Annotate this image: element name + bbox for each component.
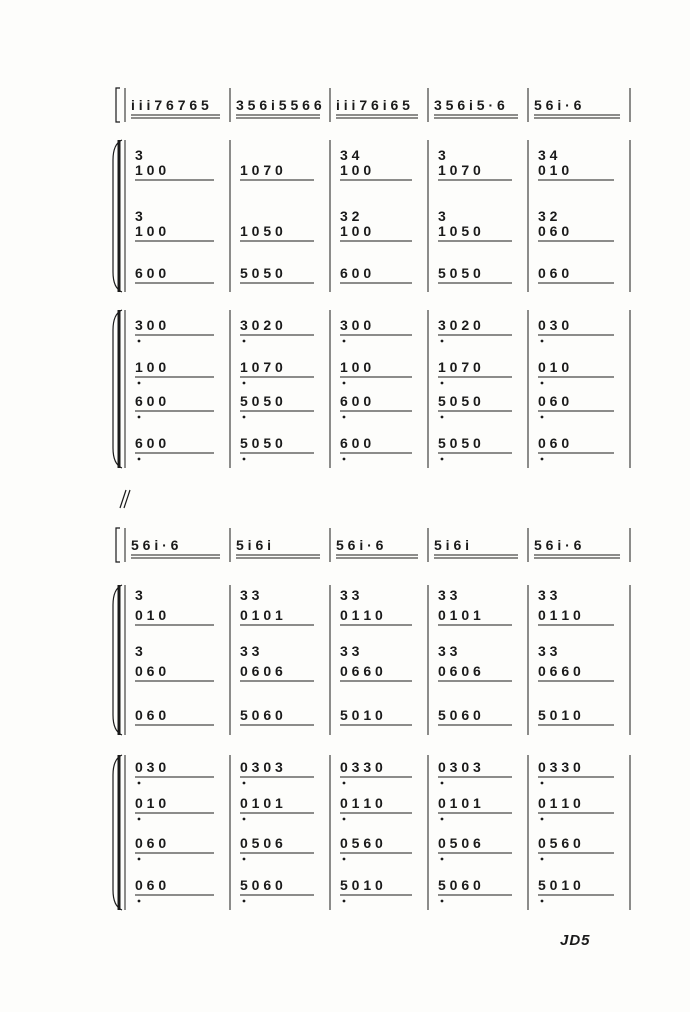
system-1-group-a-cell: 5 0 5 0 bbox=[438, 265, 481, 281]
system-1-group-a-upper: 3 bbox=[135, 147, 143, 163]
system-2-group-a-cell: 0 6 0 6 bbox=[438, 663, 481, 679]
system-1-group-b-cell: 0 6 0 bbox=[538, 393, 570, 409]
system-1-group-b-cell: 1 0 7 0 bbox=[438, 359, 481, 375]
system-1-group-a-upper: 3 bbox=[438, 208, 446, 224]
system-2-group-a-cell: 5 0 1 0 bbox=[538, 707, 581, 723]
system-1-group-a-cell: 6 0 0 bbox=[340, 265, 372, 281]
system-2-group-a-cell: 0 1 1 0 bbox=[340, 607, 383, 623]
system-2-octave-dot bbox=[541, 782, 544, 785]
system-1-group-a-cell: 1 0 0 bbox=[340, 223, 372, 239]
system-2-group-b-cell: 5 0 1 0 bbox=[340, 877, 383, 893]
system-2-octave-dot bbox=[243, 900, 246, 903]
system-2-group-a-upper: 3 3 bbox=[538, 643, 558, 659]
system-2-group-a-upper: 3 bbox=[135, 643, 143, 659]
system-1-octave-dot bbox=[243, 458, 246, 461]
system-1-group-b-cell: 0 6 0 bbox=[538, 435, 570, 451]
system-1-group-a-upper: 3 2 bbox=[538, 208, 558, 224]
system-2-melody-measure: 5 6 i · 6 bbox=[336, 537, 384, 553]
system-2-octave-dot bbox=[343, 900, 346, 903]
system-1-group-b-cell: 6 0 0 bbox=[340, 435, 372, 451]
system-2-group-b-cell: 0 1 1 0 bbox=[340, 795, 383, 811]
system-2-octave-dot bbox=[541, 900, 544, 903]
system-2-octave-dot bbox=[243, 782, 246, 785]
system-2-group-a-cell: 5 0 6 0 bbox=[438, 707, 481, 723]
system-1-group-a-upper: 3 bbox=[438, 147, 446, 163]
system-2-melody-measure: 5 6 i · 6 bbox=[534, 537, 582, 553]
system-1-melody-bracket bbox=[116, 88, 120, 122]
system-1-octave-dot bbox=[441, 382, 444, 385]
system-1-group-b-cell: 5 0 5 0 bbox=[240, 393, 283, 409]
system-1-group-b-cell: 6 0 0 bbox=[135, 435, 167, 451]
system-2-octave-dot bbox=[541, 858, 544, 861]
system-2-octave-dot bbox=[343, 818, 346, 821]
system-1-octave-dot bbox=[441, 416, 444, 419]
system-2-group-a-cell: 0 1 1 0 bbox=[538, 607, 581, 623]
system-1-octave-dot bbox=[138, 416, 141, 419]
system-1-group-a-upper: 3 2 bbox=[340, 208, 360, 224]
system-1-group-a-cell: 1 0 7 0 bbox=[438, 162, 481, 178]
system-2-group-a-upper: 3 3 bbox=[538, 587, 558, 603]
system-2-group-b-cell: 0 1 0 1 bbox=[438, 795, 481, 811]
system-1-group-a-cell: 5 0 5 0 bbox=[240, 265, 283, 281]
system-2-group-b-cell: 0 3 3 0 bbox=[538, 759, 581, 775]
system-1-octave-dot bbox=[541, 340, 544, 343]
system-1-group-a-cell: 0 6 0 bbox=[538, 223, 570, 239]
system-2-group-a-upper: 3 bbox=[135, 587, 143, 603]
system-1-group-b-cell: 3 0 0 bbox=[340, 317, 372, 333]
system-1-melody-measure: 3 5 6 i 5 5 6 6 bbox=[236, 97, 322, 113]
system-1-group-b-cell: 5 0 5 0 bbox=[438, 435, 481, 451]
system-1-group-b-cell: 3 0 2 0 bbox=[240, 317, 283, 333]
system-2-group-a-upper: 3 3 bbox=[438, 643, 458, 659]
system-2-group-b-cell: 5 0 6 0 bbox=[240, 877, 283, 893]
system-2-octave-dot bbox=[138, 782, 141, 785]
system-2-group-b-cell: 0 1 0 bbox=[135, 795, 167, 811]
system-2-group-a-upper: 3 3 bbox=[240, 587, 260, 603]
system-1-octave-dot bbox=[138, 340, 141, 343]
system-2-octave-dot bbox=[441, 782, 444, 785]
system-1-octave-dot bbox=[138, 382, 141, 385]
system-2-octave-dot bbox=[138, 900, 141, 903]
system-2-group-a-cell: 5 0 1 0 bbox=[340, 707, 383, 723]
system-2-group-b-cell: 5 0 1 0 bbox=[538, 877, 581, 893]
system-1-group-a-upper: 3 4 bbox=[340, 147, 360, 163]
system-2-group-b-cell: 0 5 0 6 bbox=[438, 835, 481, 851]
system-2-octave-dot bbox=[138, 858, 141, 861]
system-2-group-a-cell: 0 6 0 6 bbox=[240, 663, 283, 679]
system-2-group-a-cell: 0 6 0 bbox=[135, 707, 167, 723]
system-1-group-a-cell: 1 0 5 0 bbox=[240, 223, 283, 239]
page-number: JD5 bbox=[560, 932, 591, 949]
system-1-group-b-cell: 6 0 0 bbox=[340, 393, 372, 409]
system-1-group-a-cell: 1 0 5 0 bbox=[438, 223, 481, 239]
system-1-melody-measure: 3 5 6 i 5 · 6 bbox=[434, 97, 505, 113]
system-1-group-a-cell: 1 0 7 0 bbox=[240, 162, 283, 178]
system-2-group-a-cell: 0 1 0 1 bbox=[438, 607, 481, 623]
system-2-group-a-upper: 3 3 bbox=[240, 643, 260, 659]
system-2-melody-measure: 5 6 i · 6 bbox=[131, 537, 179, 553]
system-1-octave-dot bbox=[541, 458, 544, 461]
system-2-group-b-cell: 0 3 0 bbox=[135, 759, 167, 775]
system-2-octave-dot bbox=[441, 900, 444, 903]
system-1-melody-measure: i i i 7 6 7 6 5 bbox=[131, 97, 209, 113]
system-2-group-a-cell: 5 0 6 0 bbox=[240, 707, 283, 723]
system-1-octave-dot bbox=[343, 382, 346, 385]
system-2-octave-dot bbox=[343, 782, 346, 785]
system-2-melody-measure: 5 i 6 i bbox=[236, 537, 272, 553]
system-1-octave-dot bbox=[243, 416, 246, 419]
system-1-group-b-cell: 3 0 0 bbox=[135, 317, 167, 333]
system-2-group-a-upper: 3 3 bbox=[340, 643, 360, 659]
system-2-octave-dot bbox=[343, 858, 346, 861]
system-1-octave-dot bbox=[441, 340, 444, 343]
system-2-group-a-cell: 0 6 6 0 bbox=[538, 663, 581, 679]
system-1-group-a-cell: 0 6 0 bbox=[538, 265, 570, 281]
system-2-group-a-upper: 3 3 bbox=[340, 587, 360, 603]
system-1-group-b-cell: 0 1 0 bbox=[538, 359, 570, 375]
system-2-octave-dot bbox=[138, 818, 141, 821]
system-1-group-b-cell: 5 0 5 0 bbox=[240, 435, 283, 451]
system-2-octave-dot bbox=[243, 818, 246, 821]
system-1-group-b-cell: 1 0 7 0 bbox=[240, 359, 283, 375]
system-1-group-a-upper: 3 bbox=[135, 208, 143, 224]
system-1-group-a-cell: 1 0 0 bbox=[135, 162, 167, 178]
system-1-octave-dot bbox=[343, 458, 346, 461]
system-1-octave-dot bbox=[343, 340, 346, 343]
system-2-group-a-cell: 0 1 0 bbox=[135, 607, 167, 623]
system-1-group-a-cell: 1 0 0 bbox=[135, 223, 167, 239]
system-2-group-b-cell: 0 6 0 bbox=[135, 877, 167, 893]
system-1-octave-dot bbox=[441, 458, 444, 461]
system-2-octave-dot bbox=[541, 818, 544, 821]
system-2-group-b-cell: 0 5 0 6 bbox=[240, 835, 283, 851]
system-2-octave-dot bbox=[243, 858, 246, 861]
system-1-group-b-cell: 3 0 2 0 bbox=[438, 317, 481, 333]
system-1-octave-dot bbox=[541, 382, 544, 385]
system-2-group-b-cell: 0 3 3 0 bbox=[340, 759, 383, 775]
system-1-group-b-cell: 0 3 0 bbox=[538, 317, 570, 333]
system-2-group-b-cell: 0 5 6 0 bbox=[340, 835, 383, 851]
system-2-group-b-cell: 0 3 0 3 bbox=[438, 759, 481, 775]
system-1-group-a-cell: 0 1 0 bbox=[538, 162, 570, 178]
system-2-group-a-cell: 0 6 6 0 bbox=[340, 663, 383, 679]
system-2-octave-dot bbox=[441, 858, 444, 861]
system-2-group-a-cell: 0 6 0 bbox=[135, 663, 167, 679]
system-1-octave-dot bbox=[243, 340, 246, 343]
system-2-group-a-cell: 0 1 0 1 bbox=[240, 607, 283, 623]
system-1-group-b-cell: 5 0 5 0 bbox=[438, 393, 481, 409]
system-1-group-b-cell: 1 0 0 bbox=[340, 359, 372, 375]
system-2-melody-bracket bbox=[116, 528, 120, 562]
system-1-group-b-cell: 1 0 0 bbox=[135, 359, 167, 375]
system-2-group-b-cell: 0 1 0 1 bbox=[240, 795, 283, 811]
system-1-octave-dot bbox=[541, 416, 544, 419]
system-2-group-b-cell: 0 5 6 0 bbox=[538, 835, 581, 851]
system-2-group-a-upper: 3 3 bbox=[438, 587, 458, 603]
system-2-group-b-cell: 0 6 0 bbox=[135, 835, 167, 851]
system-2-melody-measure: 5 i 6 i bbox=[434, 537, 470, 553]
system-1-group-a-cell: 6 0 0 bbox=[135, 265, 167, 281]
system-1-melody-measure: i i i 7 6 i 6 5 bbox=[336, 97, 410, 113]
system-1-octave-dot bbox=[243, 382, 246, 385]
system-1-group-a-cell: 1 0 0 bbox=[340, 162, 372, 178]
system-2-octave-dot bbox=[441, 818, 444, 821]
system-2-group-b-cell: 0 1 1 0 bbox=[538, 795, 581, 811]
system-1-octave-dot bbox=[138, 458, 141, 461]
system-2-group-b-cell: 0 3 0 3 bbox=[240, 759, 283, 775]
system-2-group-b-cell: 5 0 6 0 bbox=[438, 877, 481, 893]
system-1-group-a-upper: 3 4 bbox=[538, 147, 558, 163]
system-1-group-b-cell: 6 0 0 bbox=[135, 393, 167, 409]
system-1-octave-dot bbox=[343, 416, 346, 419]
system-1-melody-measure: 5 6 i · 6 bbox=[534, 97, 582, 113]
